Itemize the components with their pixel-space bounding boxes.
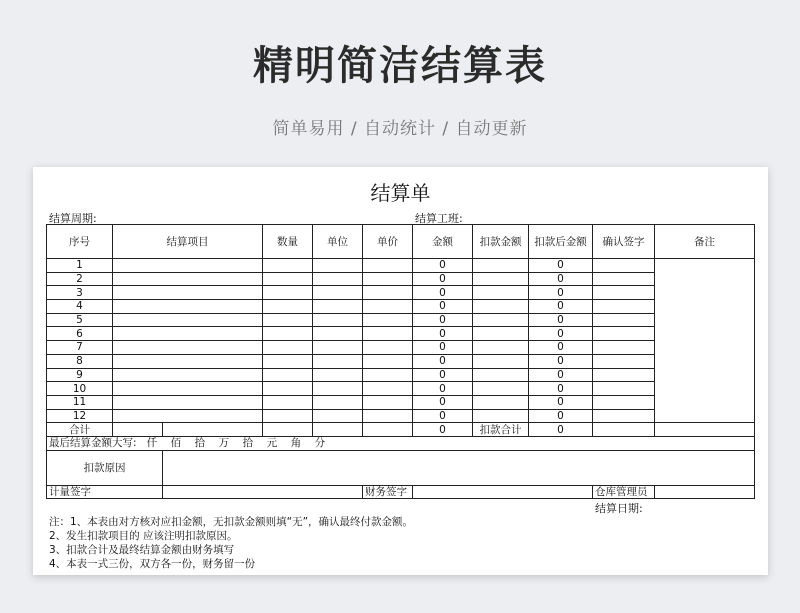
item-cell[interactable] [113, 259, 263, 273]
after-deduct-cell: 0 [529, 368, 593, 382]
confirm-sign-cell[interactable] [593, 286, 655, 300]
confirm-sign-cell[interactable] [593, 354, 655, 368]
quantity-cell[interactable] [263, 259, 313, 273]
confirm-sign-cell[interactable] [593, 300, 655, 314]
price-cell[interactable] [363, 259, 413, 273]
confirm-sign-cell[interactable] [593, 327, 655, 341]
total-amount: 0 [413, 423, 473, 437]
table-row [47, 368, 755, 382]
deduct-total-value: 0 [529, 423, 593, 437]
amount-cell: 0 [413, 368, 473, 382]
after-deduct-cell: 0 [529, 341, 593, 355]
deduct-cell[interactable] [473, 286, 529, 300]
col-header: 确认签字 [593, 225, 655, 259]
note-line: 4、本表一式三份，双方各一份，财务留一份 [49, 558, 256, 570]
confirm-sign-cell[interactable] [593, 395, 655, 409]
item-cell[interactable] [113, 354, 263, 368]
unit-cell[interactable] [313, 382, 363, 396]
deduct-cell[interactable] [473, 354, 529, 368]
row-number: 1 [47, 259, 113, 273]
unit-cell[interactable] [313, 354, 363, 368]
deduct-total-label: 扣款合计 [473, 423, 529, 437]
page-title: 精明简洁结算表 [253, 43, 547, 89]
col-header: 序号 [47, 225, 113, 259]
amount-cell: 0 [413, 272, 473, 286]
unit-cell[interactable] [313, 259, 363, 273]
amount-cell: 0 [413, 354, 473, 368]
item-cell[interactable] [113, 409, 263, 423]
col-header: 单价 [363, 225, 413, 259]
document-title: 结算单 [370, 181, 431, 205]
price-cell[interactable] [363, 272, 413, 286]
table-row [47, 395, 755, 409]
amount-cell: 0 [413, 395, 473, 409]
deduct-cell[interactable] [473, 313, 529, 327]
quantity-cell[interactable] [263, 286, 313, 300]
unit-cell[interactable] [313, 313, 363, 327]
unit-shi: 拾 [242, 437, 254, 450]
after-deduct-cell: 0 [529, 286, 593, 300]
note-line: 2、发生扣款项目的 应该注明扣款原因。 [49, 530, 238, 542]
quantity-cell[interactable] [263, 341, 313, 355]
after-deduct-cell: 0 [529, 409, 593, 423]
after-deduct-cell: 0 [529, 395, 593, 409]
row-number: 11 [47, 395, 113, 409]
after-deduct-cell: 0 [529, 327, 593, 341]
after-deduct-cell: 0 [529, 272, 593, 286]
item-cell[interactable] [113, 300, 263, 314]
amount-cell: 0 [413, 409, 473, 423]
quantity-cell[interactable] [263, 395, 313, 409]
row-number: 9 [47, 368, 113, 382]
price-cell[interactable] [363, 341, 413, 355]
col-header: 数量 [263, 225, 313, 259]
confirm-sign-cell[interactable] [593, 368, 655, 382]
sign-finance-label: 财务签字 [363, 485, 413, 499]
row-number: 7 [47, 341, 113, 355]
unit-fen: 分 [314, 437, 326, 450]
col-header: 单位 [313, 225, 363, 259]
amount-cell: 0 [413, 300, 473, 314]
table-row [47, 341, 755, 355]
deduct-cell[interactable] [473, 341, 529, 355]
quantity-cell[interactable] [263, 313, 313, 327]
confirm-sign-cell[interactable] [593, 409, 655, 423]
row-number: 4 [47, 300, 113, 314]
unit-qian: 仟 [146, 437, 158, 450]
price-cell[interactable] [363, 327, 413, 341]
col-header: 结算项目 [113, 225, 263, 259]
amount-cell: 0 [413, 382, 473, 396]
note-line: 3、扣款合计及最终结算金额由财务填写 [49, 544, 235, 556]
confirm-sign-cell[interactable] [593, 272, 655, 286]
table-row [47, 272, 755, 286]
notes [49, 515, 413, 571]
price-cell[interactable] [363, 409, 413, 423]
quantity-cell[interactable] [263, 409, 313, 423]
final-amount-row [47, 436, 755, 450]
remarks-cell[interactable] [655, 259, 755, 423]
page-subtitle: 简单易用 / 自动统计 / 自动更新 [272, 119, 528, 139]
row-number: 12 [47, 409, 113, 423]
item-cell[interactable] [113, 272, 263, 286]
confirm-sign-cell[interactable] [593, 341, 655, 355]
confirm-sign-cell[interactable] [593, 313, 655, 327]
unit-cell[interactable] [313, 327, 363, 341]
table-row [47, 327, 755, 341]
after-deduct-cell: 0 [529, 382, 593, 396]
sign-warehouse-label: 仓库管理员 [593, 485, 655, 499]
deduct-cell[interactable] [473, 409, 529, 423]
unit-yuan: 元 [266, 437, 278, 450]
deduct-cell[interactable] [473, 300, 529, 314]
item-cell[interactable] [113, 395, 263, 409]
after-deduct-cell: 0 [529, 313, 593, 327]
confirm-sign-cell[interactable] [593, 259, 655, 273]
table-row [47, 259, 755, 273]
price-cell[interactable] [363, 286, 413, 300]
confirm-sign-cell[interactable] [593, 382, 655, 396]
unit-cell[interactable] [313, 286, 363, 300]
amount-cell: 0 [413, 313, 473, 327]
team-label: 结算工班: [415, 212, 463, 225]
deduct-cell[interactable] [473, 272, 529, 286]
unit-cell[interactable] [313, 368, 363, 382]
amount-cell: 0 [413, 341, 473, 355]
col-header: 金额 [413, 225, 473, 259]
quantity-cell[interactable] [263, 368, 313, 382]
period-label: 结算周期: [49, 212, 97, 225]
unit-cell[interactable] [313, 272, 363, 286]
item-cell[interactable] [113, 327, 263, 341]
table-row [47, 354, 755, 368]
after-deduct-cell: 0 [529, 354, 593, 368]
item-cell[interactable] [113, 368, 263, 382]
deduct-cell[interactable] [473, 395, 529, 409]
price-cell[interactable] [363, 395, 413, 409]
row-number: 2 [47, 272, 113, 286]
row-number: 8 [47, 354, 113, 368]
final-amount-label: 最后结算金额大写: [49, 437, 137, 450]
quantity-cell[interactable] [263, 327, 313, 341]
deduct-cell[interactable] [473, 259, 529, 273]
unit-shi: 拾 [194, 437, 206, 450]
row-number: 3 [47, 286, 113, 300]
deduct-reason-label: 扣款原因 [47, 450, 163, 485]
signature-row [47, 485, 755, 499]
unit-cell[interactable] [313, 300, 363, 314]
price-cell[interactable] [363, 354, 413, 368]
remarks-cell[interactable] [655, 423, 755, 437]
price-cell[interactable] [363, 300, 413, 314]
settle-date-label: 结算日期: [595, 502, 643, 515]
unit-cell[interactable] [313, 409, 363, 423]
price-cell[interactable] [363, 313, 413, 327]
row-number: 5 [47, 313, 113, 327]
quantity-cell[interactable] [263, 354, 313, 368]
amount-units [140, 437, 332, 449]
table-row [47, 409, 755, 423]
col-header: 扣款金额 [473, 225, 529, 259]
after-deduct-cell: 0 [529, 259, 593, 273]
sign-finance-field[interactable] [413, 485, 593, 499]
unit-cell[interactable] [313, 341, 363, 355]
settlement-sheet [33, 167, 768, 575]
table-row [47, 286, 755, 300]
col-header: 备注 [655, 225, 755, 259]
settlement-table [46, 224, 755, 499]
table-row [47, 313, 755, 327]
total-label: 合计 [47, 423, 113, 437]
row-number: 10 [47, 382, 113, 396]
unit-wan: 万 [218, 437, 230, 450]
table-row [47, 300, 755, 314]
amount-cell: 0 [413, 259, 473, 273]
deduct-cell[interactable] [473, 382, 529, 396]
after-deduct-cell: 0 [529, 300, 593, 314]
table-row [47, 382, 755, 396]
quantity-cell[interactable] [263, 272, 313, 286]
amount-cell: 0 [413, 286, 473, 300]
deduct-reason-field[interactable] [163, 450, 755, 485]
quantity-cell[interactable] [263, 300, 313, 314]
header-row [47, 225, 755, 259]
item-cell[interactable] [113, 313, 263, 327]
item-cell[interactable] [113, 382, 263, 396]
unit-cell[interactable] [313, 395, 363, 409]
sign-warehouse-field[interactable] [655, 485, 755, 499]
sign-measure-field[interactable] [163, 485, 363, 499]
quantity-cell[interactable] [263, 382, 313, 396]
price-cell[interactable] [363, 382, 413, 396]
deduct-cell[interactable] [473, 327, 529, 341]
item-cell[interactable] [113, 286, 263, 300]
total-row [47, 423, 755, 437]
amount-cell: 0 [413, 327, 473, 341]
sign-measure-label: 计量签字 [47, 485, 163, 499]
deduct-cell[interactable] [473, 368, 529, 382]
note-line: 注：1、本表由对方核对应扣金额，无扣款金额则填“无”，确认最终付款金额。 [49, 516, 414, 528]
unit-bai: 佰 [170, 437, 182, 450]
col-header: 扣款后金额 [529, 225, 593, 259]
price-cell[interactable] [363, 368, 413, 382]
item-cell[interactable] [113, 341, 263, 355]
deduct-reason-row [47, 450, 755, 485]
unit-jiao: 角 [290, 437, 302, 450]
row-number: 6 [47, 327, 113, 341]
